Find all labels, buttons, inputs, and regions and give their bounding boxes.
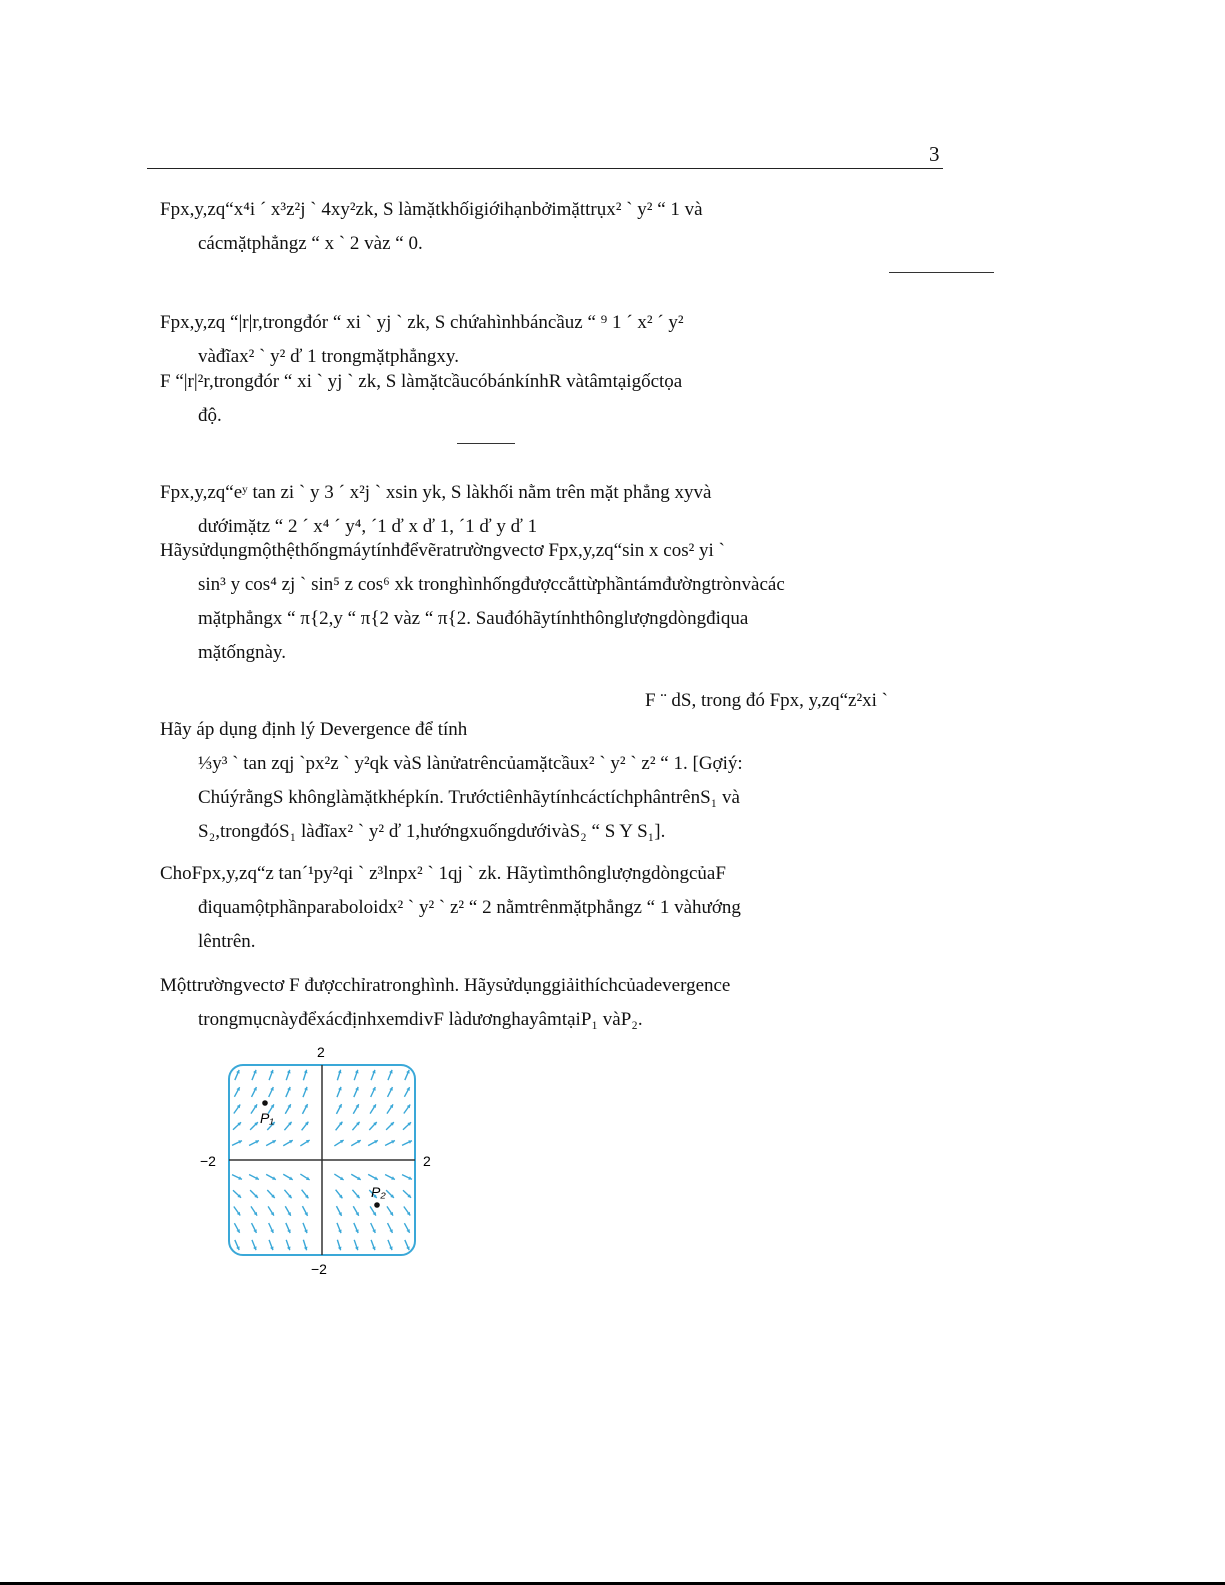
problem-17	[160, 713, 743, 849]
problem-line: Fpx,y,zq“x⁴i ´ x³z²j ` 4xy²zk, S làmặtkhốigiớihạnbởimặttrụx² ` y² “ 1 và	[160, 199, 703, 220]
axis-label-x-max: 2	[423, 1153, 431, 1169]
problem-line: lêntrên.	[198, 931, 256, 952]
problem-line: Mộttrườngvectơ F đượcchỉratronghình. Hãysửdụnggiảithíchcủadevergence	[160, 975, 731, 996]
problem-line: Hãy áp dụng định lý Devergence để tính	[160, 719, 468, 740]
problem-line: sin³ y cos⁴ zj ` sin⁵ z cos⁶ xk tronghìnhốngđượccắttừphầntámđườngtrònvàcác	[198, 574, 785, 595]
problem-line: điquamộtphầnparaboloidx² ` y² ` z² “ 2 nằmtrênmặtphẳngz “ 1 vàhướng	[198, 897, 741, 918]
problem-line: mặtphẳngx “ π{2,y “ π{2 vàz “ π{2. Sauđóhãytínhthônglượngdòngđiqua	[198, 608, 749, 629]
vector-field-figure	[197, 1040, 447, 1290]
problem-line: độ.	[198, 405, 222, 426]
problem-16	[160, 534, 785, 670]
vector-field-svg	[197, 1040, 447, 1290]
problem-line: Hãysửdụngmộthệthốngmáytínhđểvẽratrườngvectơ Fpx,y,zq“sin x cos² yi `	[160, 540, 725, 561]
point-p1	[262, 1100, 268, 1106]
problem-line: vàđĩax² ` y² ď 1 trongmặtphẳngxy.	[198, 346, 459, 367]
axis-label-y-min: −2	[311, 1261, 327, 1277]
problem-line: mặtốngnày.	[198, 642, 286, 663]
point-p1-label: P₁	[260, 1110, 274, 1126]
axis-label-x-min: −2	[200, 1153, 216, 1169]
problem-14	[160, 365, 682, 433]
axis-label-y-max: 2	[317, 1044, 325, 1060]
problem-line: ChoFpx,y,zq“z tan´¹py²qi ` z³lnpx² ` 1qj ` zk. HãytìmthônglượngdòngcủaF	[160, 863, 726, 884]
point-p2	[374, 1202, 380, 1208]
problem-line: cácmặtphẳngz “ x ` 2 vàz “ 0.	[198, 233, 423, 254]
problem-line: trongmụcnàyđểxácđịnhxemdivF làdươnghayâmtạiP₁ vàP₂.	[198, 1009, 643, 1030]
problem-13	[160, 306, 684, 374]
problem-12	[160, 193, 703, 261]
page-number: 3	[929, 142, 940, 166]
problem-line: Fpx,y,zq “|r|r,trongđór “ xi ` yj ` zk, S chứahìnhbáncầuz “ ⁹ 1 ´ x² ´ y²	[160, 312, 684, 333]
problem-17-integral: F ¨ dS, trong đó Fpx, y,zq“z²xi `	[645, 690, 889, 711]
problem-line: F “|r|²r,trongđór “ xi ` yj ` zk, S làmặtcầucóbánkínhR vàtâmtạigốctọa	[160, 371, 683, 392]
point-p2-label: P₂	[371, 1184, 386, 1200]
problem-line: ChúýrằngS khônglàmặtkhépkín. TrướctiênhãytínhcáctíchphântrênS₁ và	[198, 787, 740, 808]
header-rule	[147, 168, 943, 169]
decorative-rule	[457, 443, 515, 444]
decorative-rule	[889, 272, 994, 273]
problem-line: dướimặtz “ 2 ´ x⁴ ´ y⁴, ´1 ď x ď 1, ´1 ď y ď 1	[198, 516, 538, 537]
problem-19	[160, 969, 730, 1037]
problem-line: S₂,trongđóS₁ làđĩax² ` y² ď 1,hướngxuốngdướivàS₂ “ S Y S₁].	[198, 821, 666, 842]
problem-line: Fpx,y,zq“eʸ tan zi ` y 3 ´ x²j ` xsin yk, S làkhối nằm trên mặt phẳng xyvà	[160, 482, 712, 503]
problem-18	[160, 857, 741, 959]
problem-line: ⅓y³ ` tan zqj `px²z ` y²qk vàS lànửatrêncủamặtcầux² ` y² ` z² “ 1. [Gợiý:	[198, 753, 743, 774]
